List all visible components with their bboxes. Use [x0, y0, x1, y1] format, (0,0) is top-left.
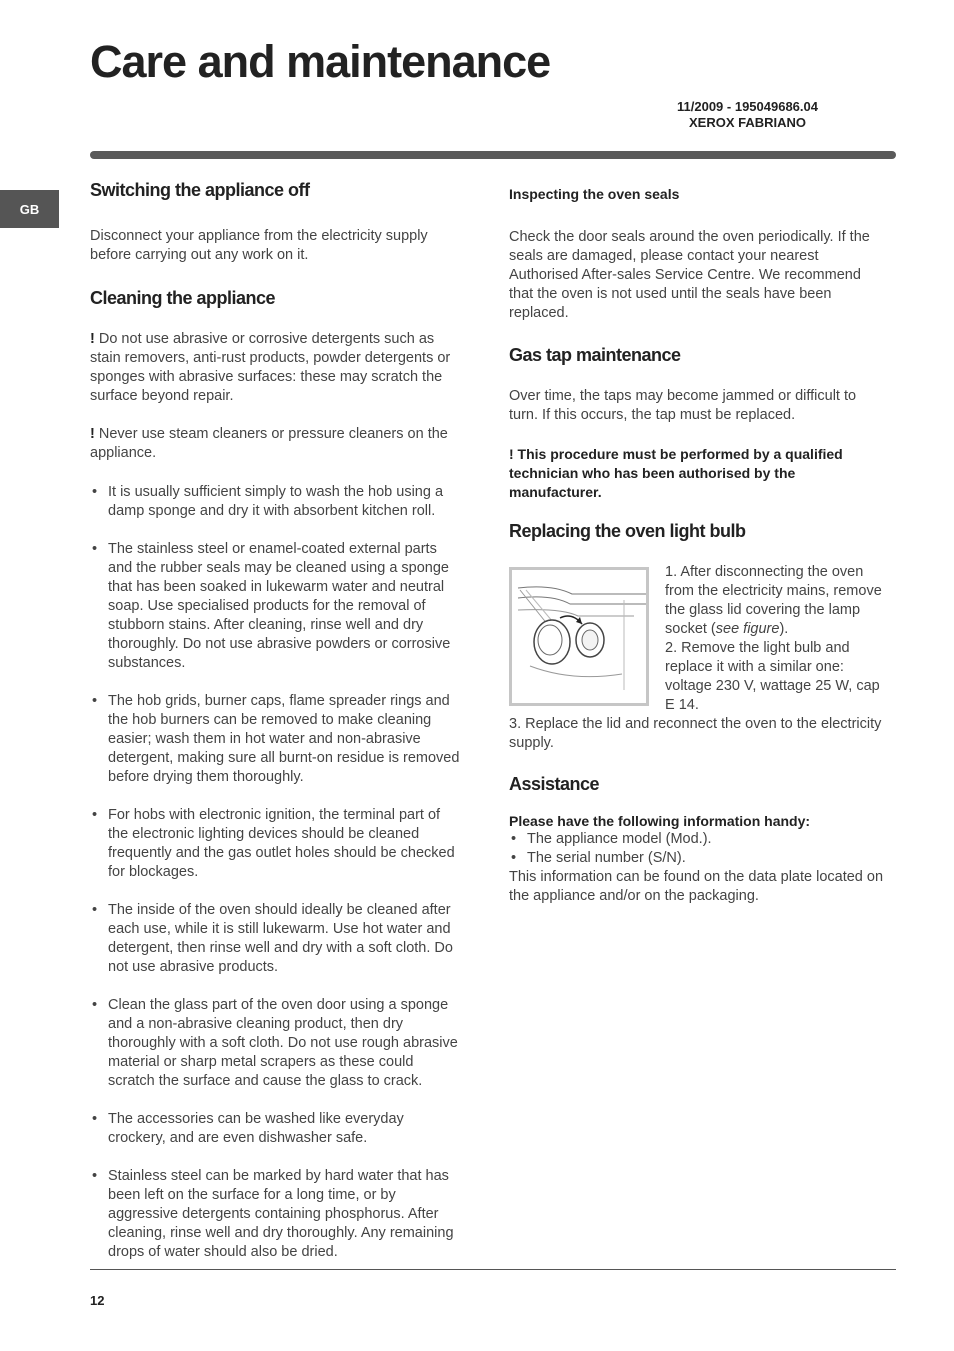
bulb-step-1	[665, 563, 887, 639]
page-number: 12	[90, 1293, 105, 1308]
bulb-step-2: 2. Remove the light bulb and replace it with a similar one: voltage 230 V, wattage 25 W, cap E 14.	[665, 640, 880, 713]
footer-divider	[90, 1269, 896, 1270]
warning-text: Never use steam cleaners or pressure cleaners on the appliance.	[90, 426, 448, 461]
oven-lamp-figure	[509, 567, 649, 706]
gas-tap-warning: ! This procedure must be performed by a qualified technician who has been authorised by the manufacturer.	[509, 446, 843, 500]
list-item: • For hobs with electronic ignition, the terminal part of the electronic lighting devices should be cleaned frequently and the gas outlet holes should be checked for blockages.	[90, 806, 462, 882]
heading-oven-seals: Inspecting the oven seals	[509, 186, 680, 202]
list-item: • The hob grids, burner caps, flame spreader rings and the hob burners can be removed to make cleaning easier; wash them in hot water and non-abrasive detergent, making sure all burnt-on residue is removed before drying them thoroughly.	[90, 692, 462, 787]
bulb-steps-beside-figure	[665, 563, 887, 715]
document-code: 11/2009 - 195049686.04	[677, 99, 818, 114]
bulb-step-3: 3. Replace the lid and reconnect the oven to the electricity supply.	[509, 716, 882, 751]
oven-seals-text: Check the door seals around the oven periodically. If the seals are damaged, please contact your nearest Authorised After-sales Service Centre. We recommend that the oven is not used until the seals have been replaced.	[509, 229, 870, 321]
printer-credit: XEROX FABRIANO	[688, 115, 806, 130]
heading-assistance: Assistance	[509, 774, 600, 794]
list-item: • The stainless steel or enamel-coated external parts and the rubber seals may be cleaned using a sponge that has been soaked in lukewarm water and neutral soap. Use specialised products for the removal of stubborn stains. After cleaning, rinse well and dry thoroughly. Do not use abrasive powders or corrosive substances.	[90, 540, 462, 673]
list-item: • It is usually sufficient simply to wash the hob using a damp sponge and dry it with absorbent kitchen roll.	[90, 483, 462, 521]
warning-text: Do not use abrasive or corrosive detergents such as stain removers, anti-rust products, powder detergents or sponges with abrasive surfaces: these may scratch the surface beyond repair.	[90, 331, 451, 404]
gas-tap-text: Over time, the taps may become jammed or difficult to turn. If this occurs, the tap must be replaced.	[509, 388, 857, 423]
page-title: Care and maintenance	[90, 36, 551, 87]
list-item: • The appliance model (Mod.).	[509, 830, 884, 849]
heading-oven-light-bulb: Replacing the oven light bulb	[509, 521, 746, 541]
list-item: • The inside of the oven should ideally be cleaned after each use, while it is still lukewarm. Use hot water and detergent, then rinse well and dry with a soft cloth. Do not use abrasive products.	[90, 901, 462, 977]
list-item: • The accessories can be washed like everyday crockery, and are even dishwasher safe.	[90, 1110, 462, 1148]
right-column	[509, 180, 884, 906]
warning-mark: !	[90, 331, 95, 347]
cleaning-tips-list	[90, 483, 462, 1262]
heading-cleaning: Cleaning the appliance	[90, 288, 276, 308]
bulb-step-1-end: ).	[779, 621, 789, 637]
header-divider-bar	[90, 151, 896, 159]
oven-lamp-illustration	[512, 570, 646, 703]
warning-mark: !	[90, 426, 95, 442]
assistance-text: This information can be found on the data plate located on the appliance and/or on the packaging.	[509, 869, 884, 904]
list-item: • Stainless steel can be marked by hard water that has been left on the surface for a long time, or by aggressive detergents containing phosphorus. After cleaning, rinse well and dry thoroughly. Any remaining drops of water should also be dried.	[90, 1167, 462, 1262]
see-figure-reference: see figure	[715, 621, 780, 637]
list-item: • The serial number (S/N).	[509, 849, 884, 868]
heading-switching-off: Switching the appliance off	[90, 180, 310, 200]
cleaning-warning-1	[90, 330, 462, 406]
bulb-step-1-text: 1. After disconnecting the oven from the electricity mains, remove the glass lid covering the lamp socket (	[665, 564, 882, 637]
document-reference	[640, 99, 855, 131]
assistance-list	[509, 830, 884, 868]
language-tab: GB	[0, 190, 59, 228]
switching-off-text: Disconnect your appliance from the electricity supply before carrying out any work on it.	[90, 228, 428, 263]
list-item: • Clean the glass part of the oven door using a sponge and a non-abrasive cleaning product, then dry thoroughly with a soft cloth. Do not use rough abrasive material or sharp metal scrapers as these could scratch the surface and cause the glass to crack.	[90, 996, 462, 1091]
left-column	[90, 180, 462, 1262]
assistance-subheading: Please have the following information handy:	[509, 813, 811, 829]
heading-gas-tap: Gas tap maintenance	[509, 345, 681, 365]
cleaning-warning-2	[90, 425, 462, 463]
